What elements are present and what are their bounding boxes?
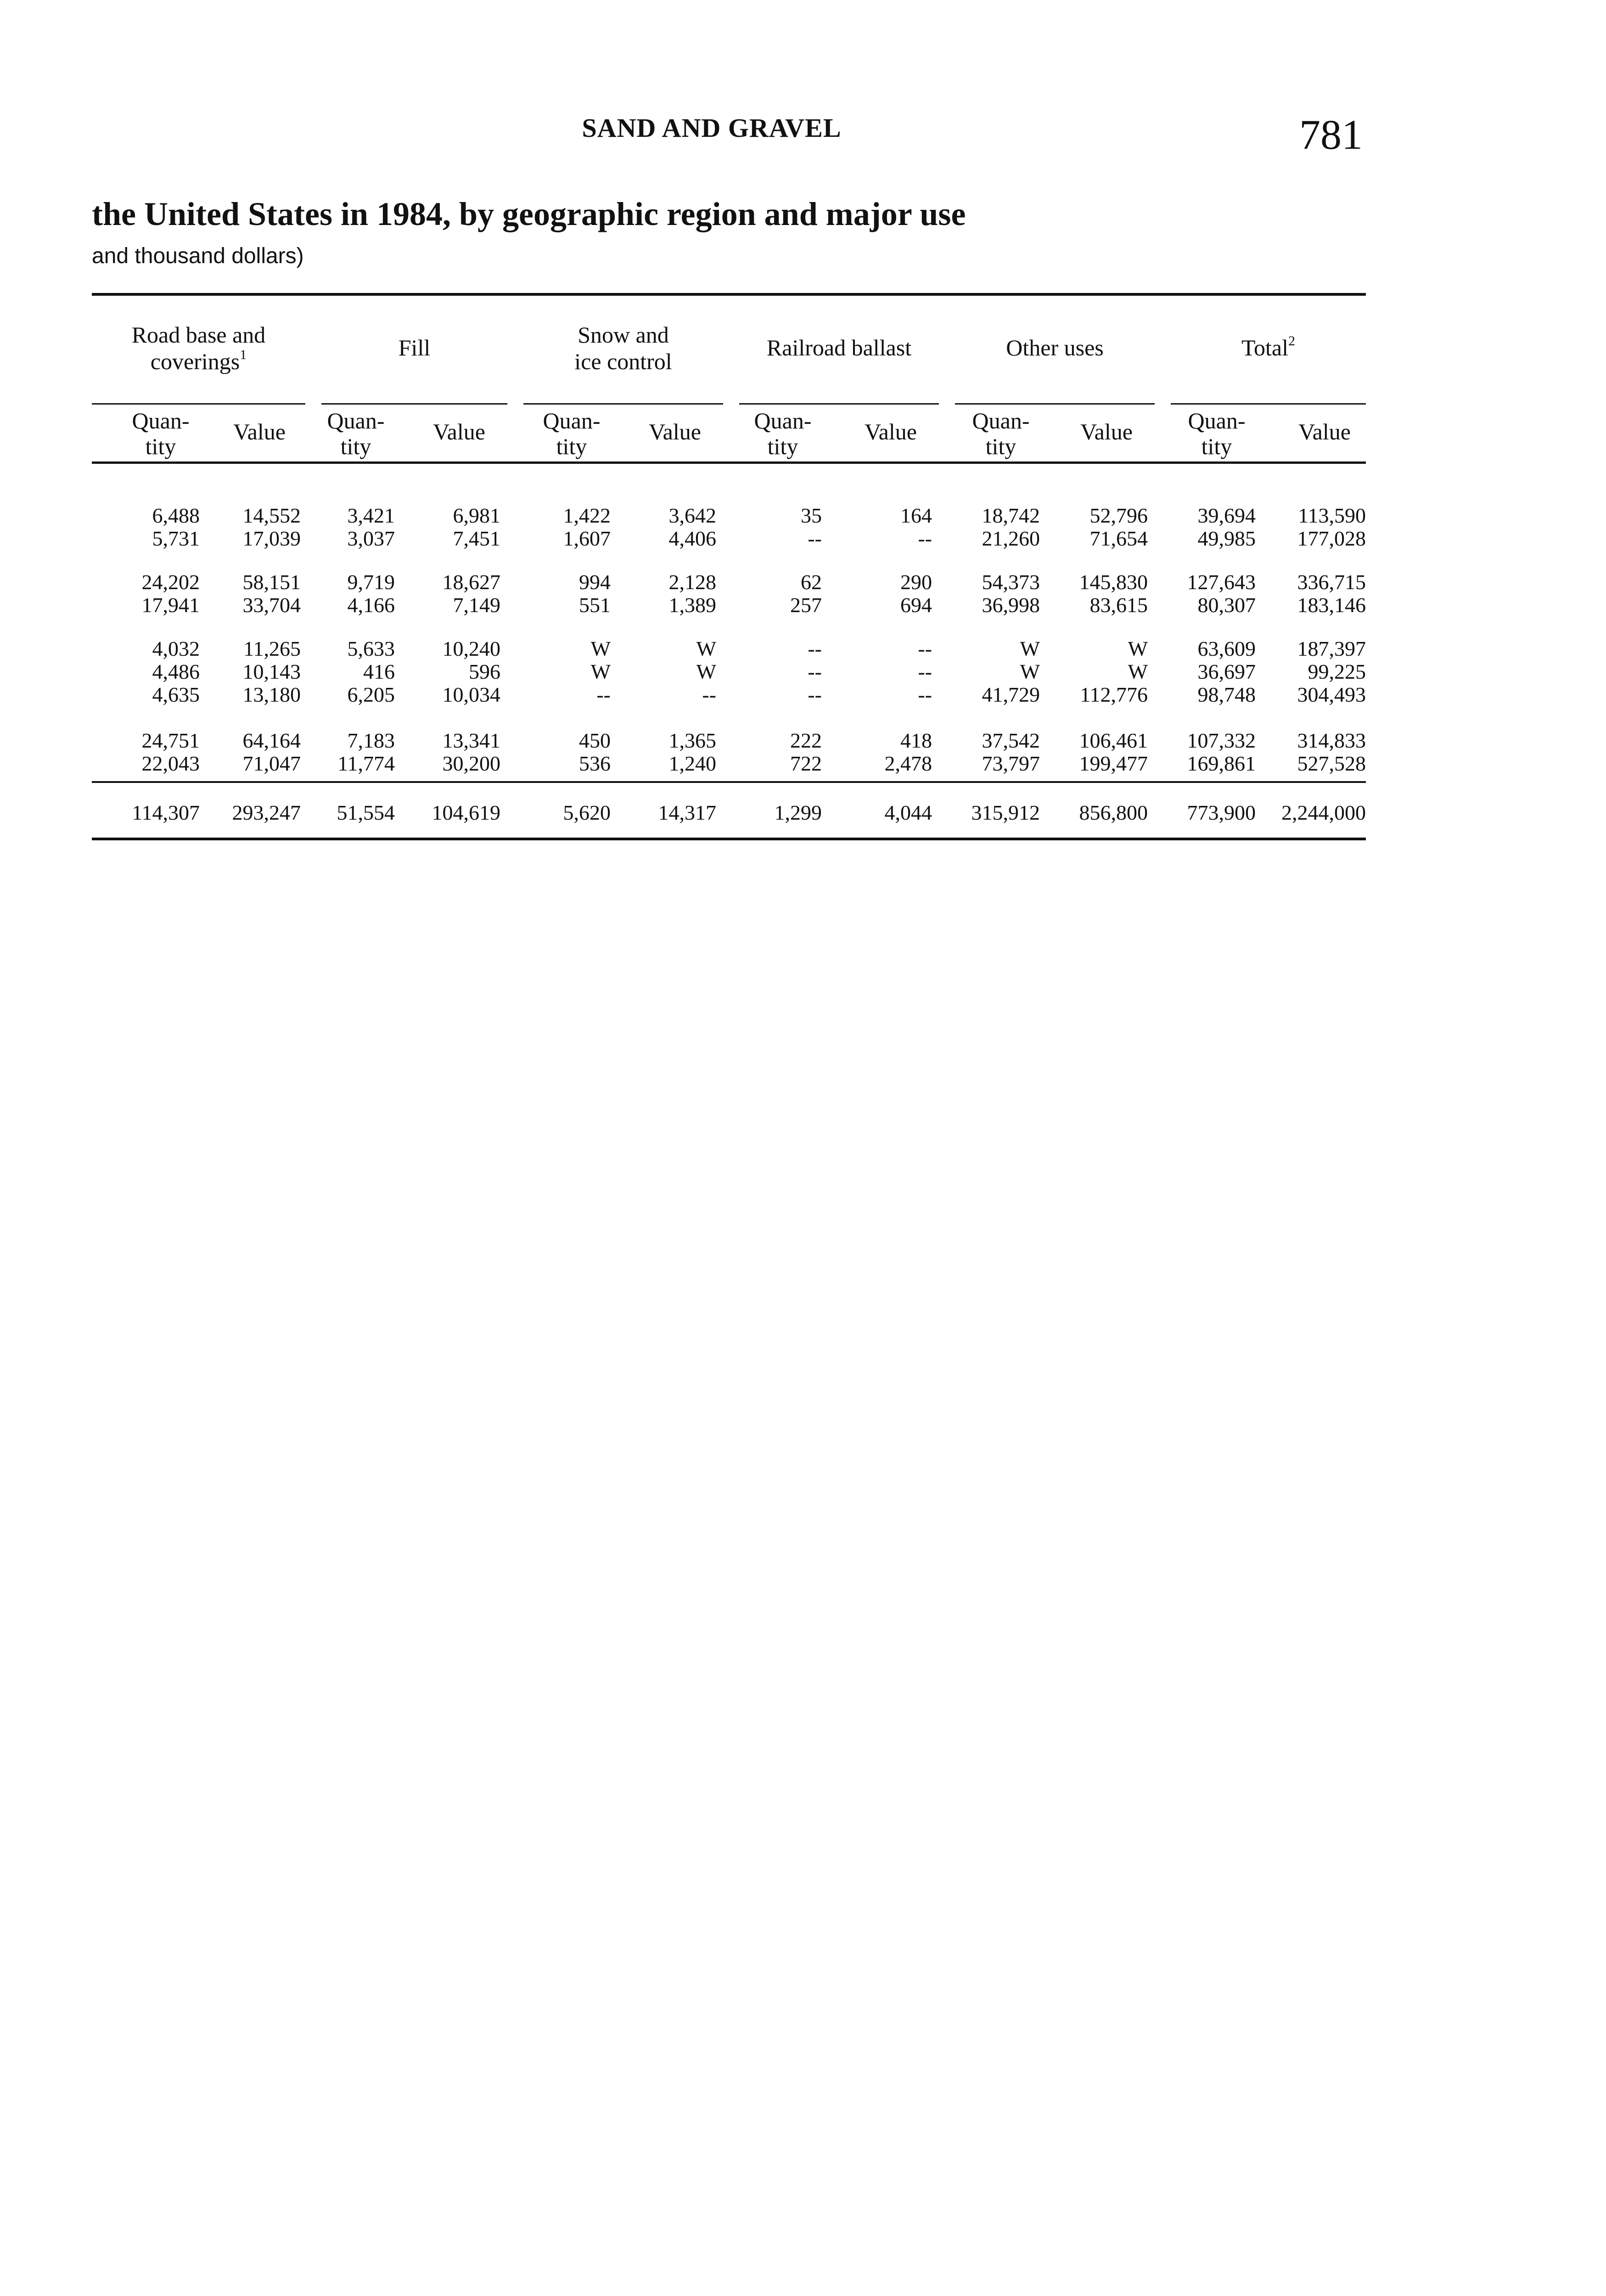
- table-cell: 694: [900, 593, 932, 617]
- table-cell: 222: [790, 729, 822, 752]
- group-label-line2: ice control: [574, 349, 672, 374]
- table-cell: 36,998: [982, 593, 1040, 617]
- table-cell: 6,205: [347, 683, 395, 706]
- column-group-header: [92, 321, 305, 375]
- table-cell: 54,373: [982, 570, 1040, 594]
- column-group-header: [321, 334, 507, 361]
- table-cell: 39,694: [1197, 504, 1256, 527]
- table-cell: 18,627: [442, 570, 500, 594]
- value-subheader: Value: [1298, 419, 1351, 445]
- table-cell: 145,830: [1079, 570, 1148, 594]
- group-label: Railroad ballast: [766, 335, 912, 360]
- header-bottom-rule: [92, 461, 1366, 464]
- table-cell: 52,796: [1089, 504, 1148, 527]
- table-cell: 551: [579, 593, 611, 617]
- table-cell: 4,635: [152, 683, 200, 706]
- table-cell: 30,200: [442, 752, 500, 775]
- table-cell: 1,365: [668, 729, 716, 752]
- total-cell: 5,620: [563, 801, 611, 824]
- table-cell: 11,265: [243, 637, 301, 660]
- table-cell: 18,742: [982, 504, 1040, 527]
- total-cell: 856,800: [1079, 801, 1148, 824]
- table-cell: 13,180: [242, 683, 301, 706]
- table-cell: 336,715: [1297, 570, 1366, 594]
- total-cell: 104,619: [432, 801, 500, 824]
- table-cell: 290: [900, 570, 932, 594]
- table-cell: 62: [801, 570, 822, 594]
- table-cell: 9,719: [347, 570, 395, 594]
- subheader-text: tity: [767, 433, 798, 459]
- table-cell: 5,731: [152, 527, 200, 550]
- group-label: Snow and: [578, 322, 669, 348]
- subheader-text: Quan-: [132, 408, 190, 433]
- quantity-subheader: [739, 408, 826, 459]
- footnote-marker: 1: [240, 347, 247, 363]
- table-cell: 1,240: [668, 752, 716, 775]
- total-cell: 773,900: [1187, 801, 1256, 824]
- group-underline: [321, 403, 507, 405]
- table-cell: 13,341: [442, 729, 500, 752]
- table-cell: 6,488: [152, 504, 200, 527]
- table-cell: --: [808, 637, 822, 660]
- table-cell: 112,776: [1080, 683, 1148, 706]
- table-cell: 2,128: [668, 570, 716, 594]
- table-cell: 24,751: [141, 729, 200, 752]
- table-cell: --: [918, 683, 932, 706]
- table-cell: 416: [363, 660, 395, 683]
- table-title: the United States in 1984, by geographic region and major use: [92, 196, 966, 232]
- table-cell: 21,260: [982, 527, 1040, 550]
- table-cell: 3,037: [347, 527, 395, 550]
- total-cell: 2,244,000: [1281, 801, 1366, 824]
- table-cell: 169,861: [1187, 752, 1256, 775]
- table-cell: 183,146: [1297, 593, 1366, 617]
- footnote-marker: 2: [1288, 333, 1296, 349]
- group-underline: [1171, 403, 1366, 405]
- table-cell: W: [590, 637, 611, 660]
- table-cell: 22,043: [141, 752, 200, 775]
- table-cell: 5,633: [347, 637, 395, 660]
- table-cell: --: [918, 637, 932, 660]
- table-cell: 35: [801, 504, 822, 527]
- page-number: 781: [1299, 111, 1363, 158]
- table-cell: 36,697: [1197, 660, 1256, 683]
- table-cell: 6,981: [453, 504, 500, 527]
- table-cell: 10,240: [442, 637, 500, 660]
- group-underline: [92, 403, 305, 405]
- table-cell: 83,615: [1089, 593, 1148, 617]
- subheader-text: tity: [340, 433, 371, 459]
- table-cell: 33,704: [242, 593, 301, 617]
- subheader-text: Quan-: [972, 408, 1030, 433]
- quantity-subheader: [312, 408, 399, 459]
- table-cell: 2,478: [884, 752, 932, 775]
- table-cell: W: [1128, 660, 1148, 683]
- table-cell: --: [808, 660, 822, 683]
- table-cell: 1,607: [563, 527, 611, 550]
- table-cell: 113,590: [1298, 504, 1366, 527]
- table-cell: 304,493: [1297, 683, 1366, 706]
- table-cell: W: [1020, 660, 1040, 683]
- table-cell: --: [808, 527, 822, 550]
- subheader-text: Quan-: [754, 408, 812, 433]
- table-cell: 596: [469, 660, 500, 683]
- table-cell: --: [702, 683, 716, 706]
- table-cell: 418: [900, 729, 932, 752]
- total-separator-rule: [92, 781, 1366, 783]
- table-cell: 14,552: [242, 504, 301, 527]
- subheader-text: tity: [1201, 433, 1232, 459]
- table-cell: 17,039: [242, 527, 301, 550]
- quantity-subheader: [117, 408, 204, 459]
- table-cell: 1,422: [563, 504, 611, 527]
- bottom-rule: [92, 838, 1366, 840]
- group-underline: [523, 403, 723, 405]
- table-cell: 3,642: [668, 504, 716, 527]
- table-cell: 314,833: [1297, 729, 1366, 752]
- table-cell: 722: [790, 752, 822, 775]
- value-subheader: Value: [865, 419, 917, 445]
- subheader-text: Quan-: [327, 408, 385, 433]
- table-cell: 11,774: [337, 752, 395, 775]
- table-cell: 994: [579, 570, 611, 594]
- table-cell: 4,486: [152, 660, 200, 683]
- total-cell: 4,044: [884, 801, 932, 824]
- table-cell: --: [918, 660, 932, 683]
- column-group-header: [739, 334, 939, 361]
- column-group-header: [955, 334, 1155, 361]
- quantity-subheader: [1173, 408, 1260, 459]
- group-label: Total$^2$: [1241, 333, 1296, 360]
- value-subheader: Value: [233, 419, 286, 445]
- table-cell: 58,151: [242, 570, 301, 594]
- table-cell: 10,034: [442, 683, 500, 706]
- table-cell: 177,028: [1297, 527, 1366, 550]
- table-cell: 73,797: [982, 752, 1040, 775]
- table-cell: 7,149: [453, 593, 500, 617]
- table-subtitle: and thousand dollars): [92, 244, 304, 268]
- table-cell: 536: [579, 752, 611, 775]
- table-cell: 127,643: [1187, 570, 1256, 594]
- table-cell: 63,609: [1197, 637, 1256, 660]
- group-label: Fill: [398, 335, 431, 360]
- group-underline: [955, 403, 1155, 405]
- table-cell: 80,307: [1197, 593, 1256, 617]
- table-cell: 164: [900, 504, 932, 527]
- table-cell: 4,406: [668, 527, 716, 550]
- table-cell: 99,225: [1308, 660, 1366, 683]
- quantity-subheader: [528, 408, 615, 459]
- table-cell: 527,528: [1297, 752, 1366, 775]
- table-cell: 107,332: [1187, 729, 1256, 752]
- quantity-subheader: [957, 408, 1044, 459]
- table-cell: --: [596, 683, 611, 706]
- subheader-text: tity: [556, 433, 587, 459]
- table-cell: 10,143: [242, 660, 301, 683]
- subheader-text: tity: [145, 433, 176, 459]
- table-cell: 4,166: [347, 593, 395, 617]
- table-cell: W: [1020, 637, 1040, 660]
- table-cell: 41,729: [982, 683, 1040, 706]
- running-head: SAND AND GRAVEL: [582, 113, 842, 143]
- column-group-header: [523, 321, 723, 375]
- table-cell: W: [1128, 637, 1148, 660]
- table-cell: 4,032: [152, 637, 200, 660]
- group-label: Other uses: [1006, 335, 1104, 360]
- table-cell: --: [808, 683, 822, 706]
- table-cell: W: [696, 637, 716, 660]
- total-cell: 1,299: [774, 801, 822, 824]
- table-cell: 3,421: [347, 504, 395, 527]
- table-cell: 71,654: [1089, 527, 1148, 550]
- table-cell: 450: [579, 729, 611, 752]
- table-cell: W: [696, 660, 716, 683]
- table-cell: 37,542: [982, 729, 1040, 752]
- table-cell: --: [918, 527, 932, 550]
- table-cell: 187,397: [1297, 637, 1366, 660]
- table-cell: 71,047: [242, 752, 301, 775]
- table-cell: 64,164: [242, 729, 301, 752]
- total-cell: 315,912: [971, 801, 1040, 824]
- table-cell: 98,748: [1197, 683, 1256, 706]
- group-label-line2: coverings: [150, 349, 240, 374]
- table-cell: 199,477: [1079, 752, 1148, 775]
- group-underline: [739, 403, 939, 405]
- top-rule: [92, 293, 1366, 296]
- value-subheader: Value: [649, 419, 701, 445]
- group-label: Road base and: [131, 322, 266, 348]
- subheader-text: Quan-: [1188, 408, 1246, 433]
- table-cell: 257: [790, 593, 822, 617]
- subheader-text: tity: [985, 433, 1016, 459]
- total-cell: 51,554: [337, 801, 395, 824]
- subheader-text: Quan-: [543, 408, 601, 433]
- table-cell: 1,389: [668, 593, 716, 617]
- table-cell: W: [590, 660, 611, 683]
- total-cell: 14,317: [658, 801, 716, 824]
- table-cell: 49,985: [1197, 527, 1256, 550]
- table-cell: 7,183: [347, 729, 395, 752]
- table-cell: 17,941: [141, 593, 200, 617]
- table-cell: 106,461: [1079, 729, 1148, 752]
- column-group-header: [1171, 334, 1366, 361]
- total-cell: 293,247: [232, 801, 301, 824]
- value-subheader: Value: [1080, 419, 1133, 445]
- total-cell: 114,307: [132, 801, 200, 824]
- value-subheader: Value: [433, 419, 485, 445]
- table-cell: 24,202: [141, 570, 200, 594]
- table-cell: 7,451: [453, 527, 500, 550]
